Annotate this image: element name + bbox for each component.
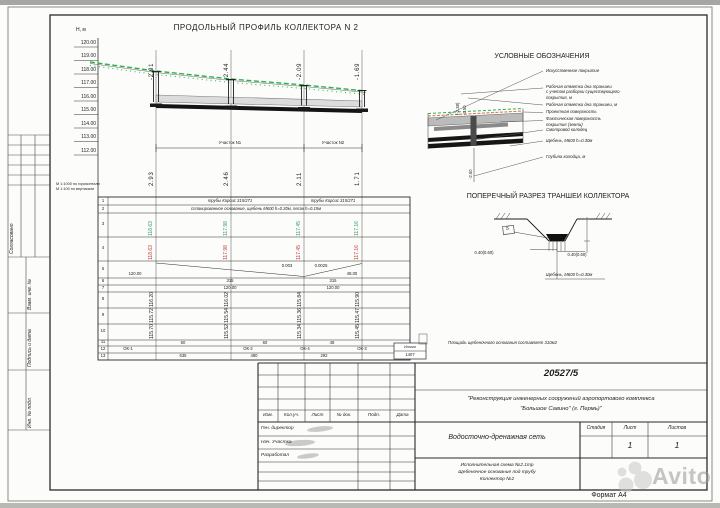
gravel-note: Щебень, М600 h=0.30м <box>546 272 593 277</box>
legend-item: с учетом разборки существующего <box>546 89 620 94</box>
area-note: Площадь щебеночного основания составляет 310м2 <box>448 339 558 345</box>
scheme-line: Щебеночное основание под трубу <box>458 469 536 475</box>
row-number: 13 <box>100 352 106 358</box>
stage-label: Стадия <box>586 424 606 431</box>
row-number: 1 <box>101 197 105 203</box>
well-label: ОК-1 <box>123 346 133 351</box>
avito-logo-icon <box>618 462 653 493</box>
slope-length: 48.00 <box>346 270 358 276</box>
margin-inventory-label: Инв. № подл. <box>27 396 33 428</box>
col-header-list: Лист <box>311 412 324 417</box>
invert-elevation: 115.54 <box>224 307 230 323</box>
top-elevation: 115.84 <box>297 291 303 307</box>
y-tick: 120.00 <box>80 39 96 46</box>
bottom-elevation: 115.70 <box>149 323 155 339</box>
y-tick: 118.00 <box>81 66 96 73</box>
project-name: "Реконструкция инженерных сооружений аэропортового комплекса <box>467 396 655 402</box>
work-mark-top: -1.69 <box>355 62 361 80</box>
well-label: ОК-2 <box>243 346 253 351</box>
section-label: Участок N1 <box>218 140 242 145</box>
object-name: Водосточно-дренажная сеть <box>448 434 546 441</box>
row-number: 3 <box>101 221 105 226</box>
row-number: 10 <box>100 328 106 333</box>
margin-replacement-inv-label: Взам. инв. № <box>27 279 33 310</box>
well-label: ОК-4 <box>300 346 310 351</box>
total-label: Итого <box>404 344 416 349</box>
legend-mark: -2.50 <box>462 105 467 115</box>
design-mark: 118.63 <box>148 220 154 236</box>
distance-value: 480 <box>250 353 258 358</box>
section-label: Участок N2 <box>321 140 345 145</box>
row-number: 4 <box>101 245 105 250</box>
design-mark: 117.45 <box>296 220 302 236</box>
margin-signature-date-label: Подпись и дата <box>27 329 33 367</box>
work-mark-top: -2.44 <box>224 62 230 80</box>
invert-elevation: 115.47 <box>355 307 361 323</box>
pipe-length: 120.00 <box>223 285 237 290</box>
sheet-value: 1 <box>627 440 633 450</box>
axis-label: Н, м <box>76 27 86 33</box>
profile-title: ПРОДОЛЬНЫЙ ПРОФИЛЬ КОЛЛЕКТОРА N 2 <box>173 23 359 32</box>
doc-number: 20527/5 <box>543 368 579 379</box>
margin-approved-label: Согласовано <box>9 223 15 254</box>
legend-title: УСЛОВНЫЕ ОБОЗНАЧЕНИЯ <box>494 53 590 60</box>
y-tick: 115.00 <box>81 107 96 113</box>
top-elevation: 116.02 <box>224 291 230 307</box>
base-note: спланированное основание, щебень М600 h=0.30м, песок h=0.15м <box>191 205 321 211</box>
scale-note: М 1:100 по вертикали <box>56 187 95 191</box>
work-mark-bottom: 2.46 <box>224 171 230 186</box>
work-mark-bottom: 2.11 <box>297 171 303 186</box>
row-number: 12 <box>100 345 106 351</box>
pipe-diameter: 315 <box>329 278 337 283</box>
legend-mark: -2.50 <box>468 169 473 179</box>
invert-elevation: 115.72 <box>149 307 155 323</box>
row-number: 9 <box>101 312 105 317</box>
slope-value: 0.003 <box>281 262 293 268</box>
invert-elevation: 115.36 <box>297 307 303 323</box>
legend-item: Смотровой колодец <box>546 127 588 132</box>
pipe-diameter: 315 <box>226 278 234 283</box>
dimension-label: 0.40(0.60) <box>567 251 587 257</box>
format-label: Формат А4 <box>591 492 627 499</box>
col-header-data: Дата <box>396 412 409 417</box>
material-callout: 5 <box>506 225 509 232</box>
project-name: "Большое Савино" (г. Пермь)" <box>520 406 602 412</box>
y-tick: 117.00 <box>81 80 96 86</box>
sheets-value: 1 <box>674 440 680 450</box>
col-header-izm: Изм. <box>263 412 273 417</box>
actual-mark: 117.16 <box>354 244 360 260</box>
total-value: 1407 <box>405 351 415 357</box>
y-tick: 113.00 <box>81 134 96 140</box>
work-mark-top: -2.91 <box>149 62 155 80</box>
depth-value: 60 <box>180 339 186 345</box>
depth-value: 48 <box>329 339 335 345</box>
role-label: Нач. Участка <box>261 439 292 445</box>
cross-section-title: ПОПЕРЕЧНЫЙ РАЗРЕЗ ТРАНШЕИ КОЛЛЕКТОРА <box>466 193 630 200</box>
top-elevation: 115.90 <box>355 291 361 307</box>
y-tick: 112.00 <box>81 147 96 154</box>
legend-item: Глубина колодца, м <box>546 154 586 159</box>
role-label: Разработал <box>261 452 289 458</box>
design-mark: 117.98 <box>223 220 229 236</box>
legend-item: Фактическая поверхность <box>546 116 601 121</box>
pipe-type-label: трубы Корсис 315/271 <box>207 197 253 203</box>
distance-value: 635 <box>179 353 187 358</box>
legend-item: Искусственное покрытие <box>546 68 600 73</box>
bottom-elevation: 115.52 <box>224 323 230 339</box>
legend-item: покрытия, м <box>546 94 572 100</box>
actual-mark: 117.45 <box>296 244 302 260</box>
bottom-elevation: 115.34 <box>297 323 303 339</box>
scale-note: М 1:1000 по горизонтали <box>56 181 100 186</box>
work-mark-bottom: 1.71 <box>355 171 361 186</box>
sheet-label: Лист <box>623 424 637 431</box>
role-label: Ген. директор <box>261 426 294 431</box>
bottom-elevation: 115.45 <box>355 323 361 339</box>
work-mark-top: -2.09 <box>297 62 303 80</box>
legend-item: Проектная поверхность <box>546 108 597 114</box>
col-header-ndok: № док. <box>336 412 352 417</box>
row-number: 8 <box>101 296 105 301</box>
dimension-label: 0.40(0.60) <box>474 249 494 255</box>
y-tick: 116.00 <box>81 93 96 100</box>
legend-item: Рабочая отметка дна траншеи <box>546 83 612 89</box>
legend-mark: (-2.38) <box>455 102 460 115</box>
row-number: 11 <box>100 339 106 345</box>
legend-item: Щебень, М600 h=0.30м <box>546 138 593 143</box>
pipe-length: 120.00 <box>326 285 340 290</box>
pipe-type-label: трубы Корсис 315/271 <box>310 197 356 203</box>
col-header-podp: Подп. <box>367 412 381 417</box>
actual-mark: 118.63 <box>148 244 154 260</box>
well-label: ОК-3 <box>357 346 367 351</box>
row-number: 5 <box>101 265 105 271</box>
y-tick: 114.00 <box>81 120 96 127</box>
slope-length: 120.00 <box>128 270 142 276</box>
legend-item: покрытия (земли) <box>546 121 583 127</box>
distance-value: 292 <box>320 353 328 358</box>
y-tick: 119.00 <box>81 53 96 59</box>
design-mark: 117.16 <box>354 220 360 236</box>
watermark-text: Avito <box>652 463 712 489</box>
slope-value: 0.0025 <box>314 262 328 268</box>
actual-mark: 117.98 <box>223 244 229 260</box>
sheets-label: Листов <box>667 424 687 431</box>
row-number: 6 <box>101 277 105 283</box>
col-header-koluch: Кол.уч. <box>284 412 299 417</box>
row-number: 7 <box>101 284 105 290</box>
legend-item: Рабочая отметка дна траншеи, м <box>546 101 618 107</box>
work-mark-bottom: 2.93 <box>149 171 155 186</box>
scheme-line: Коллектор №2 <box>479 476 515 482</box>
row-number: 2 <box>101 205 105 211</box>
depth-value: 60 <box>262 339 268 345</box>
scheme-line: Исполнительная схема №2.1тр <box>460 462 534 468</box>
top-elevation: 116.20 <box>149 291 155 307</box>
